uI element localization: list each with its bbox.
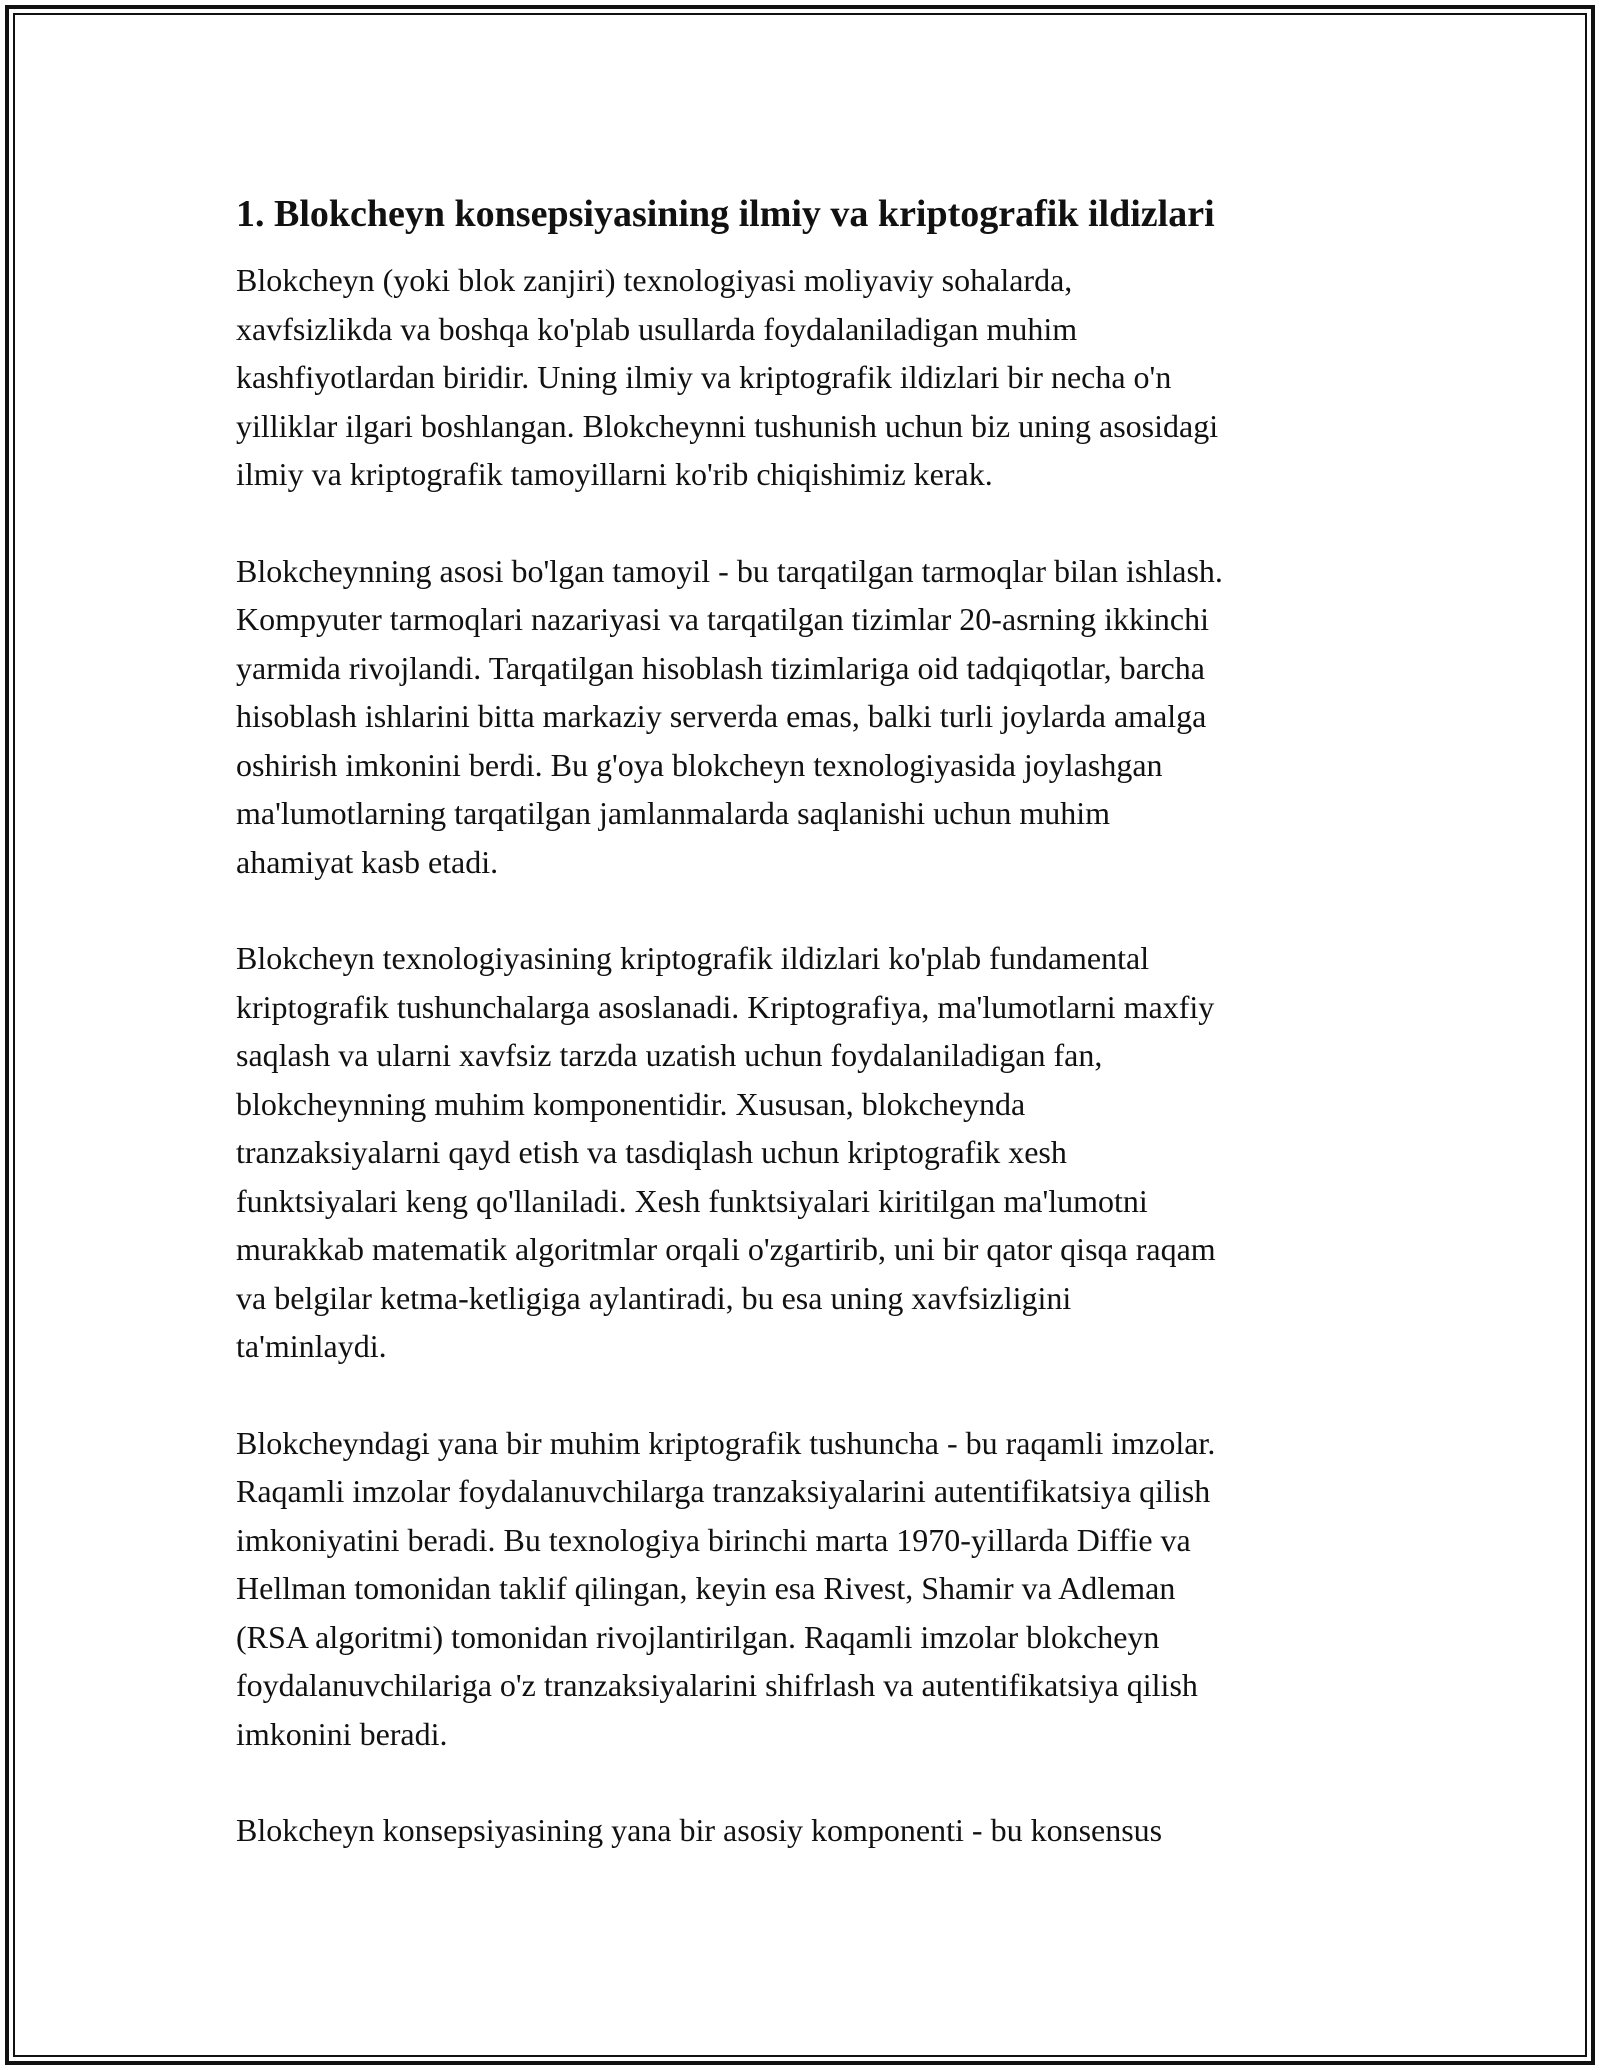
line: Blokcheyn (yoki blok zanjiri) texnologiyasi moliyaviy sohalarda, — [236, 262, 1073, 298]
line: kriptografik tushunchalarga asoslanadi. Kriptografiya, ma'lumotlarni maxfiy — [236, 988, 1215, 1025]
line: yarmida rivojlandi. Tarqatilgan hisoblash tizimlariga oid tadqiqotlar, barcha — [236, 649, 1205, 686]
line: funktsiyalari keng qo'llaniladi. Xesh funktsiyalari kiritilgan ma'lumotni — [236, 1182, 1148, 1219]
line: ta'minlaydi. — [236, 1328, 387, 1364]
line: yilliklar ilgari boshlangan. Blokcheynni tushunish uchun biz uning asosidagi — [236, 407, 1219, 444]
line: Blokcheyn texnologiyasining kriptografik ildizlari ko'plab fundamental — [236, 940, 1150, 976]
line: foydalanuvchilariga o'z tranzaksiyalarini shifrlash va autentifikatsiya qilish — [236, 1667, 1198, 1703]
line: ilmiy va kriptografik tamoyillarni ko'rib chiqishimiz kerak. — [236, 456, 993, 492]
paragraph-intro — [236, 256, 1381, 499]
paragraph-digital-signatures — [236, 1419, 1381, 1759]
document-body — [236, 188, 1381, 1903]
line: Blokcheyn konsepsiyasining yana bir asosiy komponenti - bu konsensus — [236, 1812, 1163, 1848]
line: xavfsizlikda va boshqa ko'plab usullarda foydalaniladigan muhim — [236, 310, 1078, 347]
line: imkonini beradi. — [236, 1715, 448, 1752]
line: saqlash va ularni xavfsiz tarzda uzatish uchun foydalaniladigan fan, — [236, 1037, 1103, 1073]
line: murakkab matematik algoritmlar orqali o'zgartirib, uni bir qator qisqa raqam — [236, 1231, 1216, 1267]
line: Blokcheyndagi yana bir muhim kriptografik tushuncha - bu raqamli imzolar. — [236, 1424, 1216, 1461]
line: tranzaksiyalarni qayd etish va tasdiqlash uchun kriptografik xesh — [236, 1134, 1067, 1170]
line: Kompyuter tarmoqlari nazariyasi va tarqatilgan tizimlar 20-asrning ikkinchi — [236, 601, 1210, 637]
line: kashfiyotlardan biridir. Uning ilmiy va kriptografik ildizlari bir necha o'n — [236, 359, 1172, 395]
line: Hellman tomonidan taklif qilingan, keyin esa Rivest, Shamir va Adleman — [236, 1570, 1176, 1606]
section-heading: 1. Blokcheyn konsepsiyasining ilmiy va kriptografik ildizlari — [236, 193, 1215, 235]
line: imkoniyatini beradi. Bu texnologiya birinchi marta 1970-yillarda Diffie va — [236, 1521, 1191, 1558]
line: va belgilar ketma-ketligiga aylantiradi, bu esa uning xavfsizligini — [236, 1279, 1072, 1316]
line: Blokcheynning asosi bo'lgan tamoyil - bu tarqatilgan tarmoqlar bilan ishlash. — [236, 552, 1223, 589]
line: (RSA algoritmi) tomonidan rivojlantirilgan. Raqamli imzolar blokcheyn — [236, 1618, 1160, 1655]
line: ahamiyat kasb etadi. — [236, 843, 499, 880]
line: ma'lumotlarning tarqatilgan jamlanmalarda saqlanishi uchun muhim — [236, 795, 1110, 831]
line: oshirish imkonini berdi. Bu g'oya blokcheyn texnologiyasida joylashgan — [236, 746, 1163, 783]
line: blokcheynning muhim komponentidir. Xususan, blokcheynda — [236, 1085, 1026, 1122]
paragraph-consensus — [236, 1806, 1381, 1855]
line: Raqamli imzolar foydalanuvchilarga tranzaksiyalarini autentifikatsiya qilish — [236, 1473, 1211, 1509]
paragraph-hash-functions — [236, 934, 1381, 1371]
paragraph-distributed-networks — [236, 547, 1381, 887]
line: hisoblash ishlarini bitta markaziy serverda emas, balki turli joylarda amalga — [236, 698, 1207, 734]
